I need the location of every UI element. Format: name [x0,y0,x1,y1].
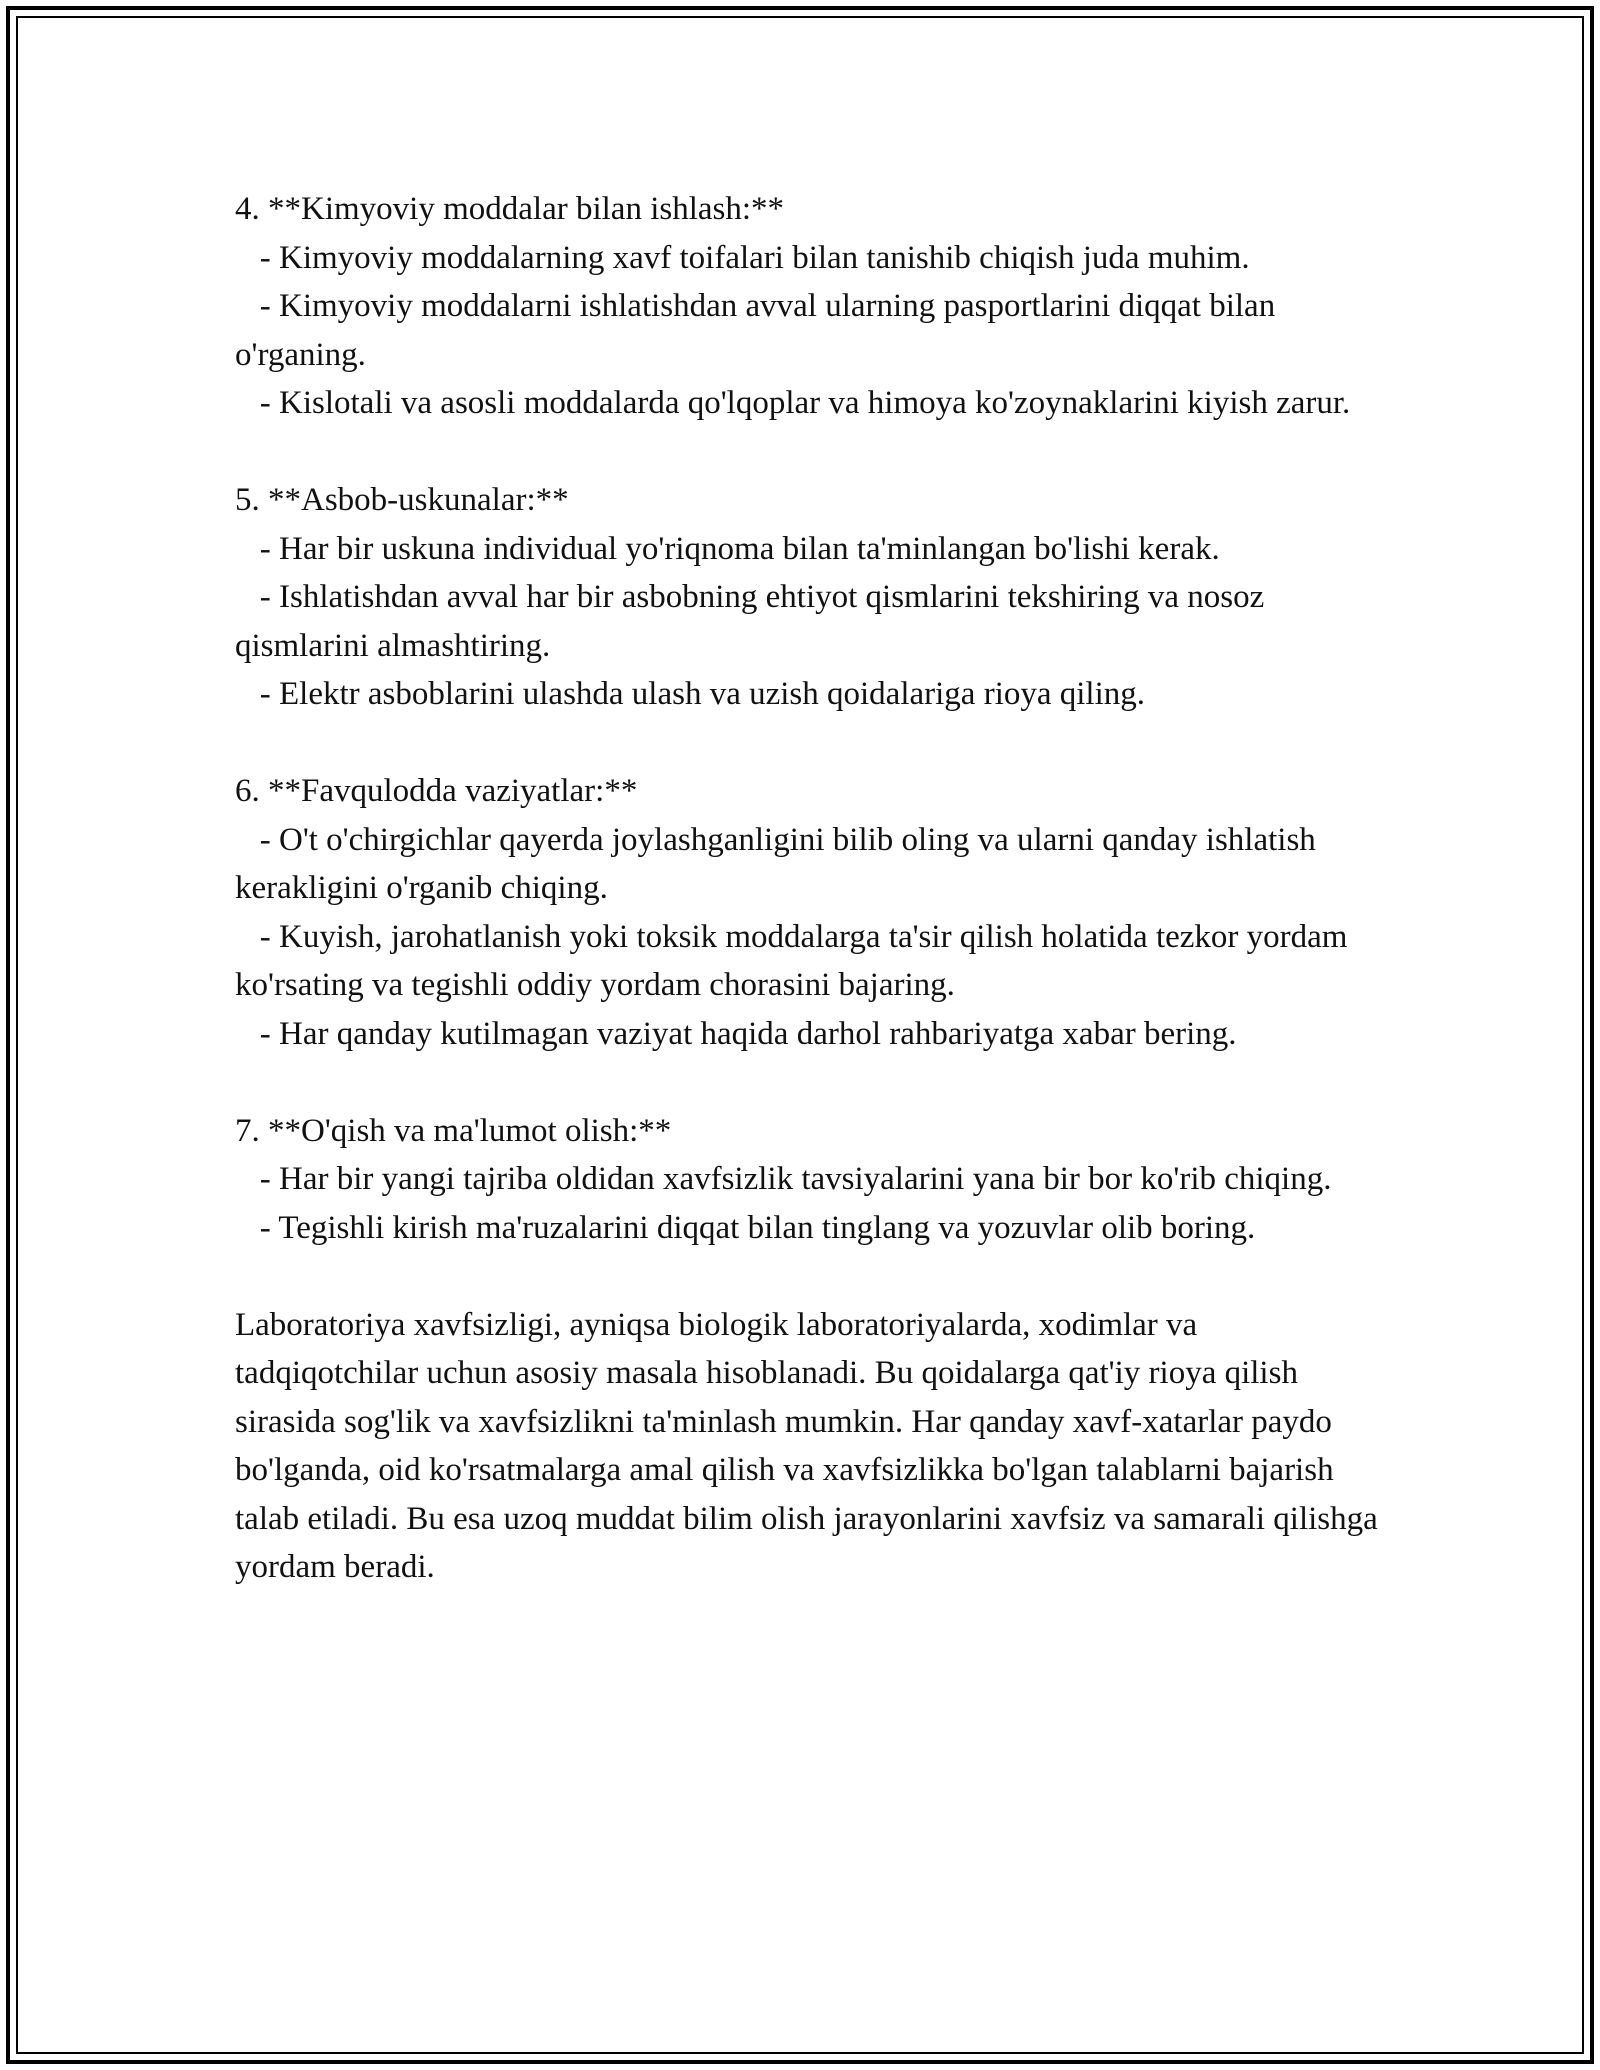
paragraph-gap [235,719,1385,768]
list-item: - Har qanday kutilmagan vaziyat haqida darhol rahbariyatga xabar bering. [235,1015,1237,1052]
paragraph-gap [235,428,1385,477]
paragraph-gap [235,1252,1385,1301]
section-chemicals [235,185,1385,428]
section-heading: 4. **Kimyoviy moddalar bilan ishlash:** [235,191,785,227]
paragraph-gap [235,1058,1385,1107]
list-item: - O't o'chirgichlar qayerda joylashganligini bilib oling va ularni qanday ishlatish kerakligini o'rganib chiqing. [235,821,1325,906]
conclusion-paragraph: Laboratoriya xavfsizligi, ayniqsa biologik laboratoriyalarda, xodimlar va tadqiqotchilar uchun asosiy masala hisoblanadi. Bu qoidalarga qat'iy rioya qilish sirasida sog'lik va xavfsizlikni ta'minlash mumkin. Har qanday xavf-xatarlar paydo bo'lganda, oid ko'rsatmalarga amal qilish va xavfsizlikka bo'lgan talablarni bajarish talab etiladi. Bu esa uzoq muddat bilim olish jarayonlarini xavfsiz va samarali qilishga yordam beradi. [235,1306,1387,1585]
section-heading: 5. **Asbob-uskunalar:** [235,482,569,518]
list-item: - Har bir yangi tajriba oldidan xavfsizlik tavsiyalarini yana bir bor ko'rib chiqing. [235,1161,1332,1197]
list-item: - Har bir uskuna individual yo'riqnoma bilan ta'minlangan bo'lishi kerak. [235,530,1220,567]
list-item: - Kimyoviy moddalarning xavf toifalari bilan tanishib chiqish juda muhim. [235,239,1250,276]
list-item: - Kimyoviy moddalarni ishlatishdan avval ularning pasportlarini diqqat bilan o'rganing. [235,288,1284,373]
section-emergencies [235,767,1385,1058]
section-equipment [235,476,1385,719]
list-item: - Kuyish, jarohatlanish yoki toksik moddalarga ta'sir qilish holatida tezkor yordam ko'rsating va tegishli oddiy yordam chorasini bajaring. [235,918,1356,1003]
list-item: - Kislotali va asosli moddalarda qo'lqoplar va himoya ko'zoynaklarini kiyish zarur. [235,385,1351,421]
list-item: - Ishlatishdan avval har bir asbobning ehtiyot qismlarini tekshiring va nosoz qismlarini almashtiring. [235,579,1273,664]
list-item: - Tegishli kirish ma'ruzalarini diqqat bilan tinglang va yozuvlar olib boring. [235,1209,1256,1246]
list-item: - Elektr asboblarini ulashda ulash va uzish qoidalariga rioya qiling. [235,676,1146,712]
section-heading: 6. **Favqulodda vaziyatlar:** [235,773,638,809]
section-heading: 7. **O'qish va ma'lumot olish:** [235,1112,672,1149]
document-body [235,185,1385,1592]
section-training [235,1107,1385,1253]
